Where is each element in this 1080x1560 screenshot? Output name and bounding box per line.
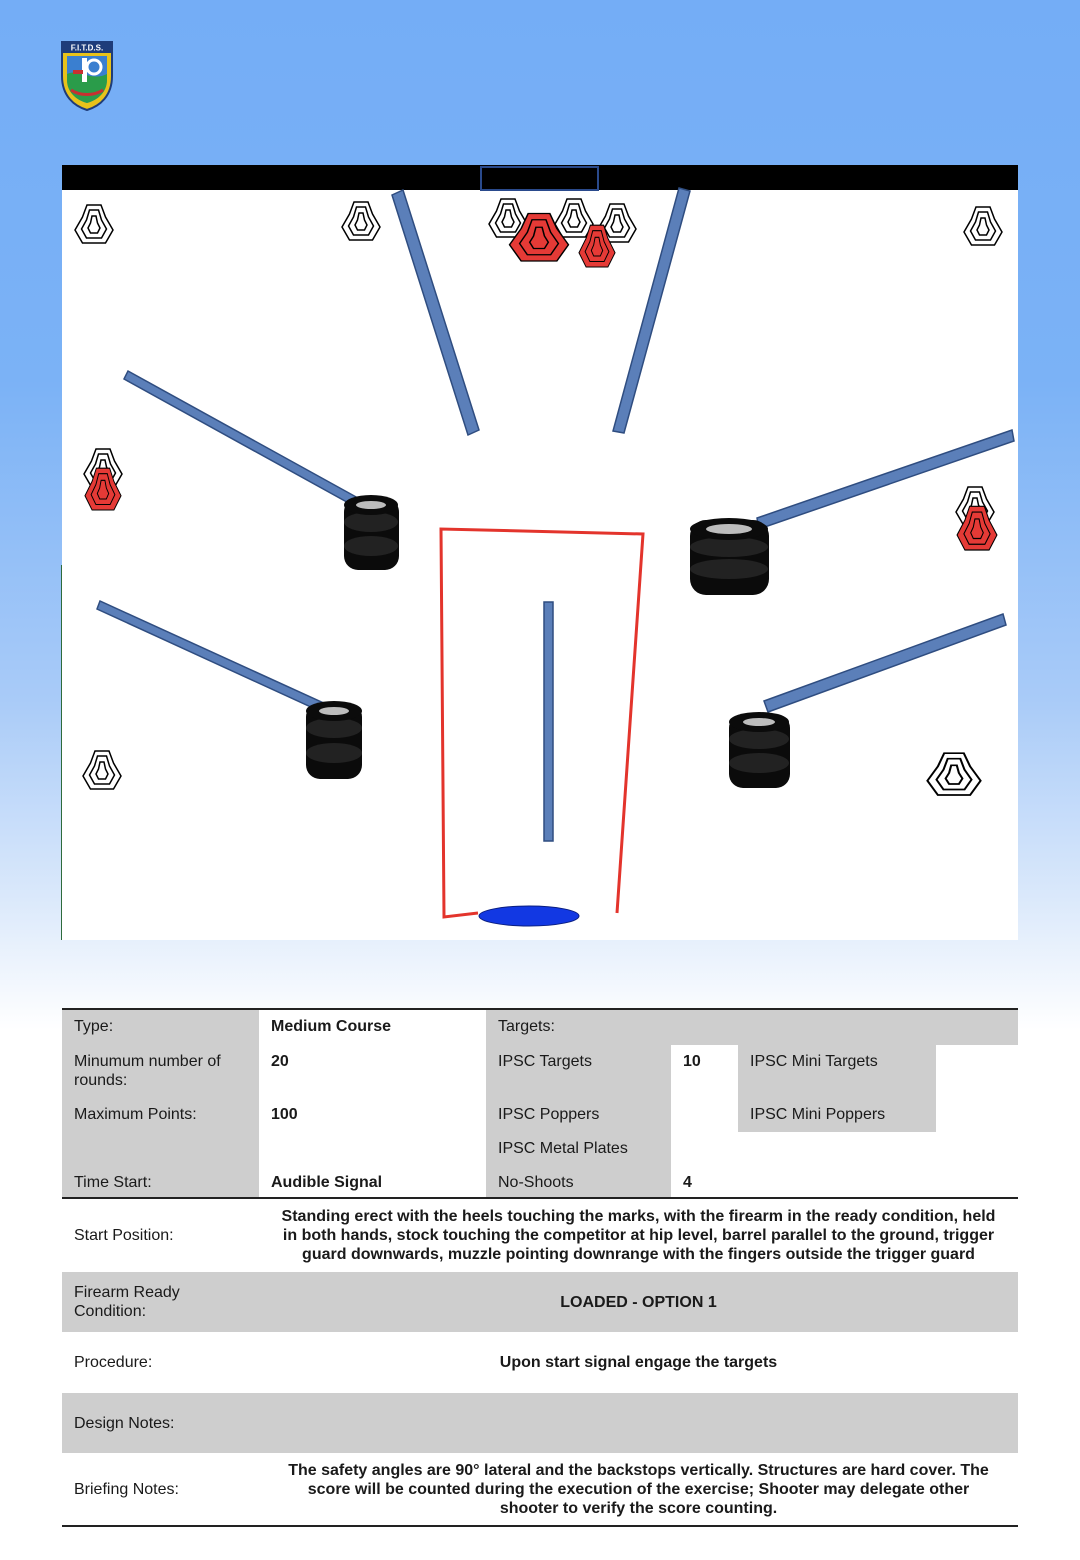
no-shoots-spacer xyxy=(738,1166,1018,1199)
wall-icon xyxy=(544,602,553,841)
ipsc-mini-poppers-label: IPSC Mini Poppers xyxy=(738,1098,936,1132)
wall-icon xyxy=(97,601,328,713)
start-position-label: Start Position: xyxy=(62,1199,259,1272)
min-rounds-label: Minumum number of rounds: xyxy=(62,1045,259,1098)
ipsc-targets-value: 10 xyxy=(671,1045,738,1098)
targets-label: Targets: xyxy=(486,1010,1018,1045)
ipsc-metal-plates-value xyxy=(671,1132,1018,1166)
ipsc-target-icon xyxy=(342,202,380,240)
barrel-stack-icon xyxy=(729,712,790,788)
design-notes-value xyxy=(259,1393,1018,1453)
start-position-value: Standing erect with the heels touching the marks, with the firearm in the ready condition, held in both hands, stock touching the competitor at hip level, barrel parallel to the ground, trigger guard downwards, muzzle pointing downrange with the fingers outside the trigger guard xyxy=(259,1199,1018,1272)
barrel-stack-icon xyxy=(306,701,362,779)
ipsc-mini-targets-value xyxy=(936,1045,1018,1098)
shooting-area xyxy=(441,529,643,917)
ipsc-targets-label: IPSC Targets xyxy=(486,1045,671,1098)
ipsc-target-icon xyxy=(555,199,593,237)
max-points-label: Maximum Points: xyxy=(62,1098,259,1132)
ipsc-poppers-label: IPSC Poppers xyxy=(486,1098,671,1132)
stage-spec-table xyxy=(62,1008,1018,1527)
design-notes-label: Design Notes: xyxy=(62,1393,259,1453)
no-shoots-value: 4 xyxy=(671,1166,738,1199)
ipsc-target-icon xyxy=(964,207,1002,245)
barrel-stack-icon xyxy=(690,518,769,595)
stage-diagram xyxy=(62,165,1018,940)
wall-icon xyxy=(392,190,479,435)
blank-value-cell xyxy=(259,1132,486,1166)
ipsc-mini-poppers-value xyxy=(936,1098,1018,1132)
fitds-crest-icon xyxy=(60,40,114,112)
time-start-value: Audible Signal xyxy=(259,1166,486,1199)
briefing-notes-label: Briefing Notes: xyxy=(62,1453,259,1525)
logo-text: F.I.T.D.S. xyxy=(70,43,104,53)
procedure-value: Upon start signal engage the targets xyxy=(259,1332,1018,1393)
type-label: Type: xyxy=(62,1010,259,1045)
barrel-stack-icon xyxy=(344,495,399,570)
max-points-value: 100 xyxy=(259,1098,486,1132)
ipsc-target-icon xyxy=(75,205,113,243)
time-start-label: Time Start: xyxy=(62,1166,259,1199)
procedure-label: Procedure: xyxy=(62,1332,259,1393)
no-shoots-label: No-Shoots xyxy=(486,1166,671,1199)
min-rounds-value: 20 xyxy=(259,1045,486,1098)
ipsc-mini-targets-label: IPSC Mini Targets xyxy=(738,1045,936,1098)
ipsc-metal-plates-label: IPSC Metal Plates xyxy=(486,1132,671,1166)
start-position-icon xyxy=(479,906,579,926)
wall-icon xyxy=(764,614,1006,712)
ipsc-poppers-value xyxy=(671,1098,738,1132)
ipsc-target-icon xyxy=(83,751,121,789)
blank-label-cell xyxy=(62,1132,259,1166)
backstop xyxy=(62,165,1018,190)
firearm-ready-value: LOADED - OPTION 1 xyxy=(259,1272,1018,1332)
ipsc-target-icon xyxy=(927,753,980,795)
briefing-notes-value: The safety angles are 90° lateral and the backstops vertically. Structures are hard cover. The score will be counted during the execution of the exercise; Shooter may delegate other shooter to verify the score counting. xyxy=(259,1453,1018,1525)
type-value: Medium Course xyxy=(259,1010,486,1045)
wall-icon xyxy=(124,371,358,506)
firearm-ready-label: Firearm Ready Condition: xyxy=(62,1272,259,1332)
